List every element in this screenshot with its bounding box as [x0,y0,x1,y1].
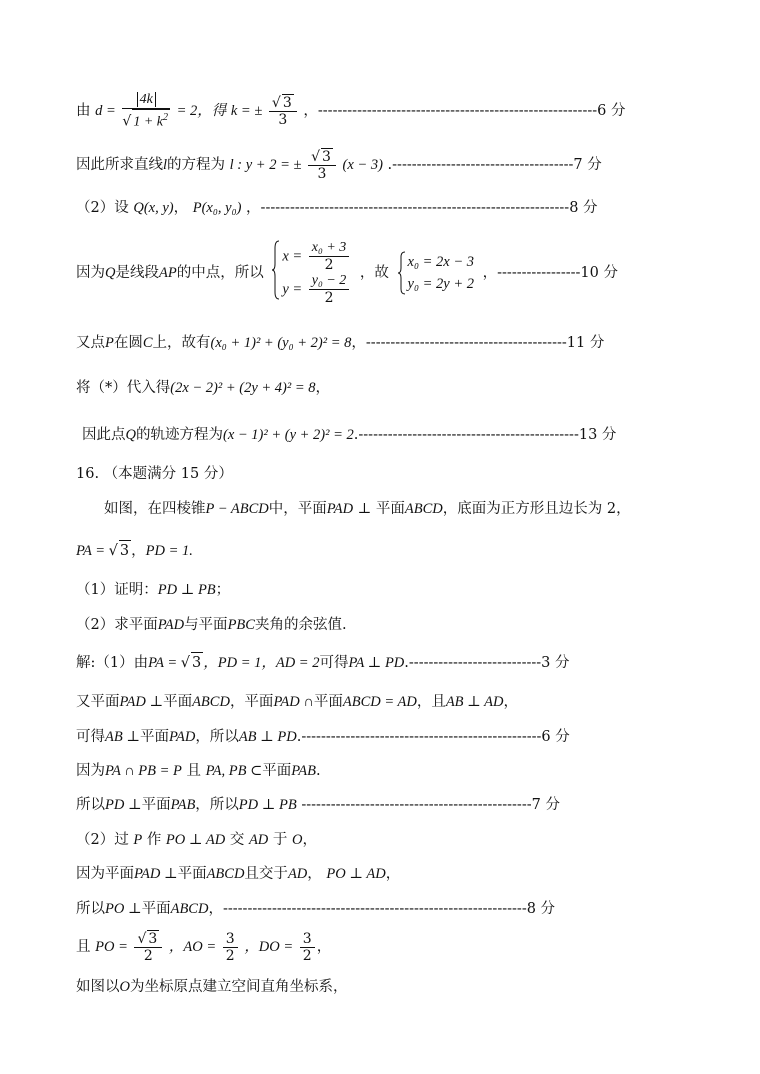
line-13 [76,652,570,673]
den: 3 [278,111,288,128]
line-12 [76,615,347,635]
text: ，所以 [195,797,239,813]
text: 与平面 [184,617,228,633]
text: ，所以 [195,729,239,745]
sqrt-sign: √ [271,94,281,111]
math: PD ⊥ [105,797,142,813]
score-dash: .---------------------------------------------13 分 [353,427,617,443]
math: P(x₀, y₀) [192,200,242,216]
num: 3 [300,931,315,948]
line-17 [76,795,560,815]
sqrt-body [132,109,170,131]
score-dash: .-------------------------------------------------6 分 [296,729,570,745]
text: 平面 [141,901,171,917]
text: 平面 [313,694,343,710]
math: PA = [76,543,109,559]
math: AB ⊥ AD [445,694,504,710]
line-7 [82,425,616,445]
text: ，平面 [229,694,274,710]
score-dash: -----------------------------------------------7 分 [301,797,560,813]
text: ， [315,380,331,396]
text: ， [316,939,332,955]
line-3: （2）设 Q(x, y)， P(x₀, y₀) ，---------------------------------------------------------------8 分 [76,200,598,216]
line-22 [76,977,347,997]
math: PBC [227,617,255,633]
text: 平面 [163,694,193,710]
line-21 [76,930,331,964]
den: 3 [317,166,327,182]
fraction [309,240,350,273]
system-1 [272,240,351,306]
text: （2）过 [76,832,129,848]
math: ABCD [206,866,245,882]
text: 如图，在四棱锥 [104,501,206,517]
math: PO = [95,939,128,955]
text: 平面 [177,866,207,882]
text: 在圆 [113,335,143,351]
math: AP [158,265,177,281]
text: （2）设 [76,200,129,216]
fraction [223,931,238,964]
sqrt-body: 3 [191,652,203,673]
system-2 [398,251,474,295]
den: 2 [302,947,312,964]
math: x = [282,248,303,265]
text: 16. （本题满分 15 分） [76,466,233,482]
num: y₀ − 2 [309,273,350,290]
text: 如图以 [76,979,120,995]
text: ，故 [359,265,389,281]
sqrt-body: 3 [119,540,131,561]
math: PAD ∩ [273,694,314,710]
math: Q [105,265,116,281]
sqrt-body: 3 [322,149,331,165]
text: 的方程为 [167,157,226,173]
text: ， [385,866,401,882]
text: . [315,763,321,779]
text: ， [307,866,322,882]
text: 平面 [139,729,169,745]
math: Q(x, y) [133,200,174,216]
text: 且交于 [244,866,288,882]
text: （1）证明： [76,582,158,598]
den: 1 + k [133,114,163,130]
math: AB ⊥ PD [238,729,297,745]
score-dash: ，---------------------------------------------------------6 分 [303,102,626,119]
brace-icon [272,240,280,300]
sqrt-sign: √ [122,113,132,130]
line-15 [76,727,570,747]
math: l [163,157,168,173]
den: 2 [324,290,334,306]
text: 平面 [141,797,171,813]
math: AB ⊥ [105,729,140,745]
text: 又点 [76,335,105,351]
line-2 [76,148,602,182]
text: 平面 [262,763,292,779]
text: 上，故有 [152,335,211,351]
math: (x − 1)² + (y + 2)² = 2 [222,427,354,443]
den: 2 [324,257,334,273]
math: ，PD = 1，AD = 2 [203,655,320,671]
sqrt-body: 3 [148,931,158,947]
text: 因为 [76,265,105,281]
text: 由 [76,102,91,119]
line-5 [76,333,604,353]
math: y₀ = 2y + 2 [407,276,475,292]
math: PAB [291,763,316,779]
fraction [308,148,336,182]
math: k = ± [230,102,263,119]
text: 平面 [375,501,405,517]
sqrt-sign: √ [311,149,320,165]
text: 是线段 [115,265,159,281]
text: 且 [186,763,202,779]
sqrt-sign: √ [137,931,147,947]
text: 且 [76,939,91,955]
math: PA ⊥ PD [348,655,405,671]
sqrt-sign: √ [108,543,118,559]
text: 可得 [76,729,105,745]
line-10 [76,540,193,561]
brace-icon [398,251,406,295]
math: ABCD [192,694,230,710]
math: P [105,335,114,351]
line-11 [76,580,230,600]
text: 夹角的余弦值. [254,617,347,633]
math: PAD [326,501,354,517]
math: C [142,335,153,351]
num: 3 [223,931,238,948]
math: PO ⊥ AD [326,866,386,882]
math: PD = 1. [145,543,193,559]
question-16-header [76,464,233,484]
fraction [300,931,315,964]
math: ABCD [170,901,209,917]
sqrt-sign: √ [180,655,190,671]
text: 为坐标原点建立空间直角坐标系， [129,979,348,995]
fraction [122,91,170,131]
math: PAD [168,729,196,745]
sup: 2 [162,112,168,123]
den: 2 [225,947,235,964]
text: 作 [146,832,162,848]
text: ， [131,543,146,559]
math: AD [287,866,308,882]
line-4 [76,240,618,306]
math: PD ⊥ PB [238,797,297,813]
line-16 [76,761,321,781]
math: P [133,832,143,848]
math: O [119,979,130,995]
text: ，且 [416,694,446,710]
num: x₀ + 3 [309,240,350,257]
math: PO ⊥ [105,901,142,917]
math: PAB [170,797,196,813]
text: 解:（1）由 [76,655,149,671]
perp-symbol: ⊥ [357,501,372,517]
math: ABCD = AD [342,694,417,710]
math: d = [95,102,116,119]
score-dash: ，-----------------------------------------11 分 [351,335,605,351]
math: ，DO = [244,939,294,955]
text: （2）求平面 [76,617,158,633]
score-dash: ，---------------------------------------------------------------8 分 [246,200,598,216]
text: 因此点 [82,427,126,443]
math: x₀ = 2x − 3 [407,254,475,270]
text: ，底面为正方形且边长为 2， [442,501,631,517]
score-dash: ，-----------------10 分 [482,265,618,281]
line-9 [104,499,631,519]
line-14 [76,692,518,712]
math: (x − 3) [342,157,383,173]
text: 中，平面 [268,501,327,517]
text: 于 [272,832,288,848]
text: 交 [229,832,245,848]
text: 因为 [76,763,105,779]
sqrt-body: 3 [282,94,292,111]
math: O [292,832,303,848]
text: 因为平面 [76,866,134,882]
abs-4k: 4k [137,92,156,107]
line-18 [76,830,317,850]
score-dash: .---------------------------3 分 [404,655,570,671]
fraction [269,94,297,128]
math: PAD ⊥ [134,866,178,882]
math: PA ∩ PB = P [105,763,182,779]
math: (x₀ + 1)² + (y₀ + 2)² = 8 [210,335,352,351]
math: PA = [148,655,181,671]
fraction [134,930,162,964]
math: (2x − 2)² + (2y + 4)² = 8 [170,380,316,396]
text: 将（*）代入得 [76,380,171,396]
math: AD [248,832,269,848]
math: ABCD [404,501,443,517]
text: 的中点，所以 [176,265,264,281]
fraction [309,273,350,306]
score-dash: .-------------------------------------7 分 [387,157,602,173]
line-20 [76,899,555,919]
math: = 2，得 [176,102,227,119]
score-dash: ，--------------------------------------------------------------8 分 [208,901,556,917]
text: ； [215,582,231,598]
text: 又平面 [76,694,120,710]
text: 因此所求直线 [76,157,163,173]
line-6 [76,378,330,398]
math: PAD [157,617,185,633]
math: PO ⊥ AD [165,832,226,848]
text: 所以 [76,797,105,813]
text: ， [302,832,317,848]
text: 所以 [76,901,105,917]
math: Q [125,427,136,443]
line-19 [76,864,400,884]
math: y = [282,281,303,298]
math: ，AO = [168,939,217,955]
math: l : y + 2 = ± [229,157,302,173]
text: ， [503,694,518,710]
line-1 [76,91,625,131]
math: PAD ⊥ [119,694,164,710]
math: P − ABCD [205,501,269,517]
den: 2 [143,948,153,964]
math: PA, PB ⊂ [205,763,263,779]
text: 的轨迹方程为 [135,427,223,443]
text: 可得 [319,655,349,671]
math: PD ⊥ PB [157,582,216,598]
